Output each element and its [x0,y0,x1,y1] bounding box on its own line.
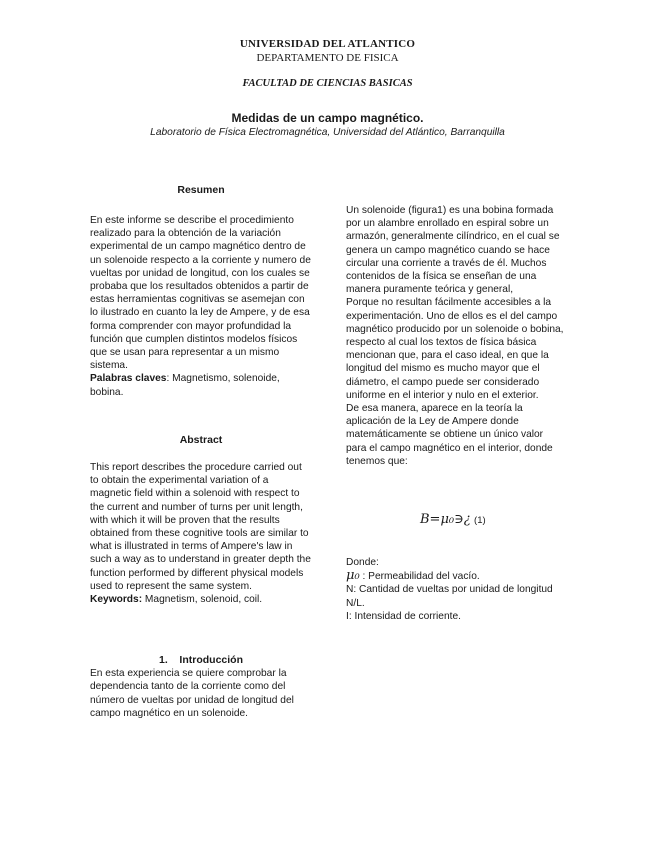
solenoide-paragraph-2: Porque no resultan fácilmente accesibles a la experimentación. Uno de ellos es el del campo magnético producido por un solenoide o bobina, respecto al cual los textos de física básica mencionan que, para el caso ideal, en que la longitud del mismo es mucho mayor que el diámetro, el campo puede ser considerado uniforme en el interior y nulo en el exterior. [346,297,564,401]
mu-symbol: μ₀ [346,568,360,584]
donde-label: Donde: [346,557,379,568]
abstract-body: This report describes the procedure carried out to obtain the experimental variation of a magnetic field within a solenoid with respect to the current and number of turns per unit length, with which it will be proven that the results obtained from these cognitive tools are similar to what is illustrated in terms of Ampere's law in such a way as to understand in greater depth the function performed by different physical models used to represent the same system. [90,462,311,592]
paper-affiliation: Laboratorio de Física Electromagnética, Universidad del Atlántico, Barranquilla [150,127,505,138]
abstract-section [90,461,312,606]
solenoide-paragraph-1: Un solenoide (figura1) es una bobina formada por un alambre enrollado en espiral sobre un armazón, generalmente cilíndrico, en el cual se genera un campo magnético cuando se hace circular una corriente a través de él. Muchos contenidos de la física se enseñan de una manera puramente teórica y general, [346,205,560,296]
definitions [346,556,566,623]
solenoide-paragraph-3: De esa manera, aparece en la teoría la aplicación de la Ley de Ampere donde matemáticamente se obtiene un único valor para el campo magnético en el interior, donde tenemos que: [346,403,553,467]
resumen-body: En este informe se describe el procedimiento realizado para la obtención de la variación experimental de un campo magnético dentro de un solenoide respecto a la corriente y numero de vueltas por unidad de longitud, con los cuales se probaba que los resultados obtenidos a partir de estas herramientas cognitivas se asemejan con lo ilustrado en cuanto la ley de Ampere, y de esa forma comprender con mayor profundidad la función que cumplen distintos modelos físicos que se usan para representar a un mismo sistema. [90,215,311,372]
resumen-keywords: Palabras claves: Magnetismo, solenoide, bobina. [90,373,280,398]
n-definition: N: Cantidad de vueltas por unidad de longitud N/L. [346,584,553,609]
abstract-keywords: Keywords: Magnetism, solenoid, coil. [90,594,263,606]
university-name: UNIVERSIDAD DEL ATLANTICO [239,38,416,50]
equation-expression: B=μ₀∋¿ [420,512,471,527]
faculty-name: FACULTAD DE CIENCIAS BASICAS [242,78,413,89]
right-column-text [346,204,566,468]
introduccion-body: En esta experiencia se quiere comprobar la dependencia tanto de la corriente como del número de vueltas por unidad de longitud del campo magnético en un solenoide. [90,668,294,719]
department-name: DEPARTAMENTO DE FISICA [256,52,399,64]
equation-number: (1) [474,515,486,526]
equation-1 [420,512,486,527]
paper-title: Medidas de un campo magnético. [231,111,424,125]
resumen-heading: Resumen [177,184,225,196]
abstract-heading: Abstract [179,434,223,446]
introduccion-section [90,654,312,720]
resumen-section [90,214,312,399]
mu-definition: μ₀ : Permeabilidad del vacío. [346,568,480,584]
i-definition: I: Intensidad de corriente. [346,610,461,622]
introduccion-heading: 1. Introducción [158,654,243,666]
